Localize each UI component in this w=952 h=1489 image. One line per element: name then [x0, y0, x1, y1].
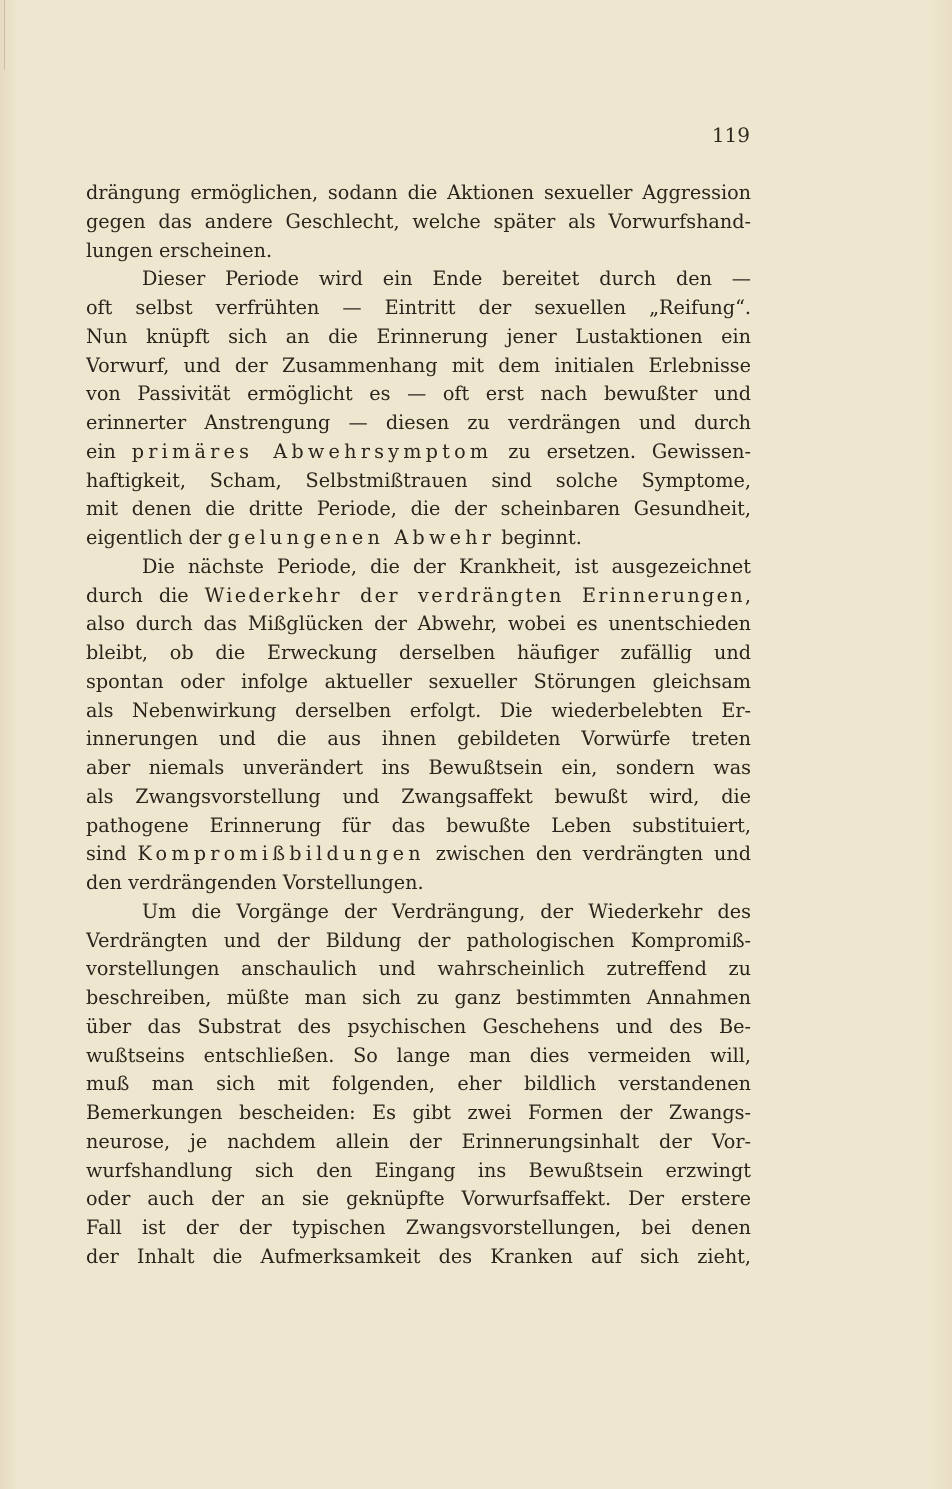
- text-line: muß man sich mit folgenden, eher bildlich verstandenen: [86, 1072, 751, 1096]
- text-line: lungen erscheinen.: [86, 238, 273, 262]
- text-line: innerungen und die aus ihnen gebildeten Vorwürfe treten: [86, 727, 751, 751]
- line-text: beginnt.: [495, 526, 582, 549]
- text-line: als Nebenwirkung derselben erfolgt. Die wiederbelebten Er-: [86, 698, 751, 722]
- text-line: Fall ist der der typischen Zwangsvorstellungen, bei denen: [86, 1216, 751, 1239]
- text-line: [86, 840, 751, 869]
- emphasized-text: gelungenen Abwehr: [227, 526, 496, 549]
- text-line: den verdrängenden Vorstellungen.: [86, 871, 424, 894]
- text-line: oder auch der an sie geknüpfte Vorwurfsaffekt. Der erstere: [86, 1187, 751, 1211]
- text-line: erinnerter Anstrengung — diesen zu verdrängen und durch: [86, 411, 751, 434]
- paragraph-start-line: Die nächste Periode, die der Krankheit, ist ausgezeichnet: [142, 554, 751, 578]
- text-line: Bemerkungen bescheiden: Es gibt zwei Formen der Zwangs-: [86, 1101, 751, 1124]
- text-line: neurose, je nachdem allein der Erinnerungsinhalt der Vor-: [86, 1129, 751, 1153]
- text-line: mit denen die dritte Periode, die der scheinbaren Gesundheit,: [86, 497, 751, 521]
- text-line: drängung ermöglichen, sodann die Aktionen sexueller Aggression: [86, 181, 751, 204]
- text-line: gegen das andere Geschlecht, welche später als Vorwurfshand-: [86, 209, 751, 233]
- binding-edge: [4, 0, 5, 70]
- text-line: Vorwurf, und der Zusammenhang mit dem initialen Erlebnisse: [86, 353, 751, 377]
- text-line: wurfshandlung sich den Eingang ins Bewußtsein erzwingt: [86, 1158, 751, 1182]
- text-line: wußtseins entschließen. So lange man dies vermeiden will,: [86, 1043, 751, 1067]
- text-line: der Inhalt die Aufmerksamkeit des Kranken auf sich zieht,: [86, 1244, 751, 1268]
- body-text: [86, 179, 751, 1272]
- text-line: haftigkeit, Scham, Selbstmißtrauen sind solche Symptome,: [86, 468, 751, 492]
- text-line: bleibt, ob die Erweckung derselben häufiger zufällig und: [86, 641, 751, 664]
- page-number: 119: [711, 123, 750, 147]
- line-text: ein: [86, 439, 132, 463]
- text-line: [86, 524, 751, 553]
- line-text: ,: [744, 583, 751, 607]
- line-text: eigentlich der: [86, 526, 228, 549]
- text-line: spontan oder infolge aktueller sexueller Störungen gleichsam: [86, 669, 751, 693]
- text-line: von Passivität ermöglicht es — oft erst nach bewußter und: [86, 382, 751, 406]
- text-line: oft selbst verfrühten — Eintritt der sexuellen „Reifung“.: [86, 296, 751, 319]
- text-line: pathogene Erinnerung für das bewußte Leben substituiert,: [86, 813, 751, 837]
- text-line: Nun knüpft sich an die Erinnerung jener Lustaktionen ein: [86, 324, 751, 348]
- line-text: zwischen den verdrängten und: [424, 842, 751, 866]
- paragraph-start-line: Um die Vorgänge der Verdrängung, der Wiederkehr des: [142, 899, 751, 923]
- text-line: [86, 438, 751, 467]
- text-line: vorstellungen anschaulich und wahrscheinlich zutreffend zu: [86, 957, 751, 981]
- text-line: aber niemals unverändert ins Bewußtsein ein, sondern was: [86, 756, 751, 779]
- line-text: sind: [86, 842, 138, 866]
- text-line: [86, 582, 751, 611]
- text-line: über das Substrat des psychischen Geschehens und des Be-: [86, 1014, 751, 1038]
- emphasized-text: Wiederkehr der verdrängten Erinnerungen: [204, 583, 745, 607]
- emphasized-text: Kompromißbildungen: [137, 842, 425, 866]
- line-text: zu ersetzen. Gewissen-: [492, 439, 751, 463]
- text-line: also durch das Mißglücken der Abwehr, wobei es unentschieden: [86, 612, 751, 636]
- paragraph-start-line: Dieser Periode wird ein Ende bereitet durch den —: [142, 267, 751, 291]
- text-line: beschreiben, müßte man sich zu ganz bestimmten Annahmen: [86, 986, 751, 1009]
- text-line: Verdrängten und der Bildung der pathologischen Kompromiß-: [86, 928, 751, 952]
- line-text: durch die: [86, 583, 205, 607]
- emphasized-text: primäres Abwehrsymptom: [131, 439, 493, 463]
- text-line: als Zwangsvorstellung und Zwangsaffekt bewußt wird, die: [86, 784, 751, 808]
